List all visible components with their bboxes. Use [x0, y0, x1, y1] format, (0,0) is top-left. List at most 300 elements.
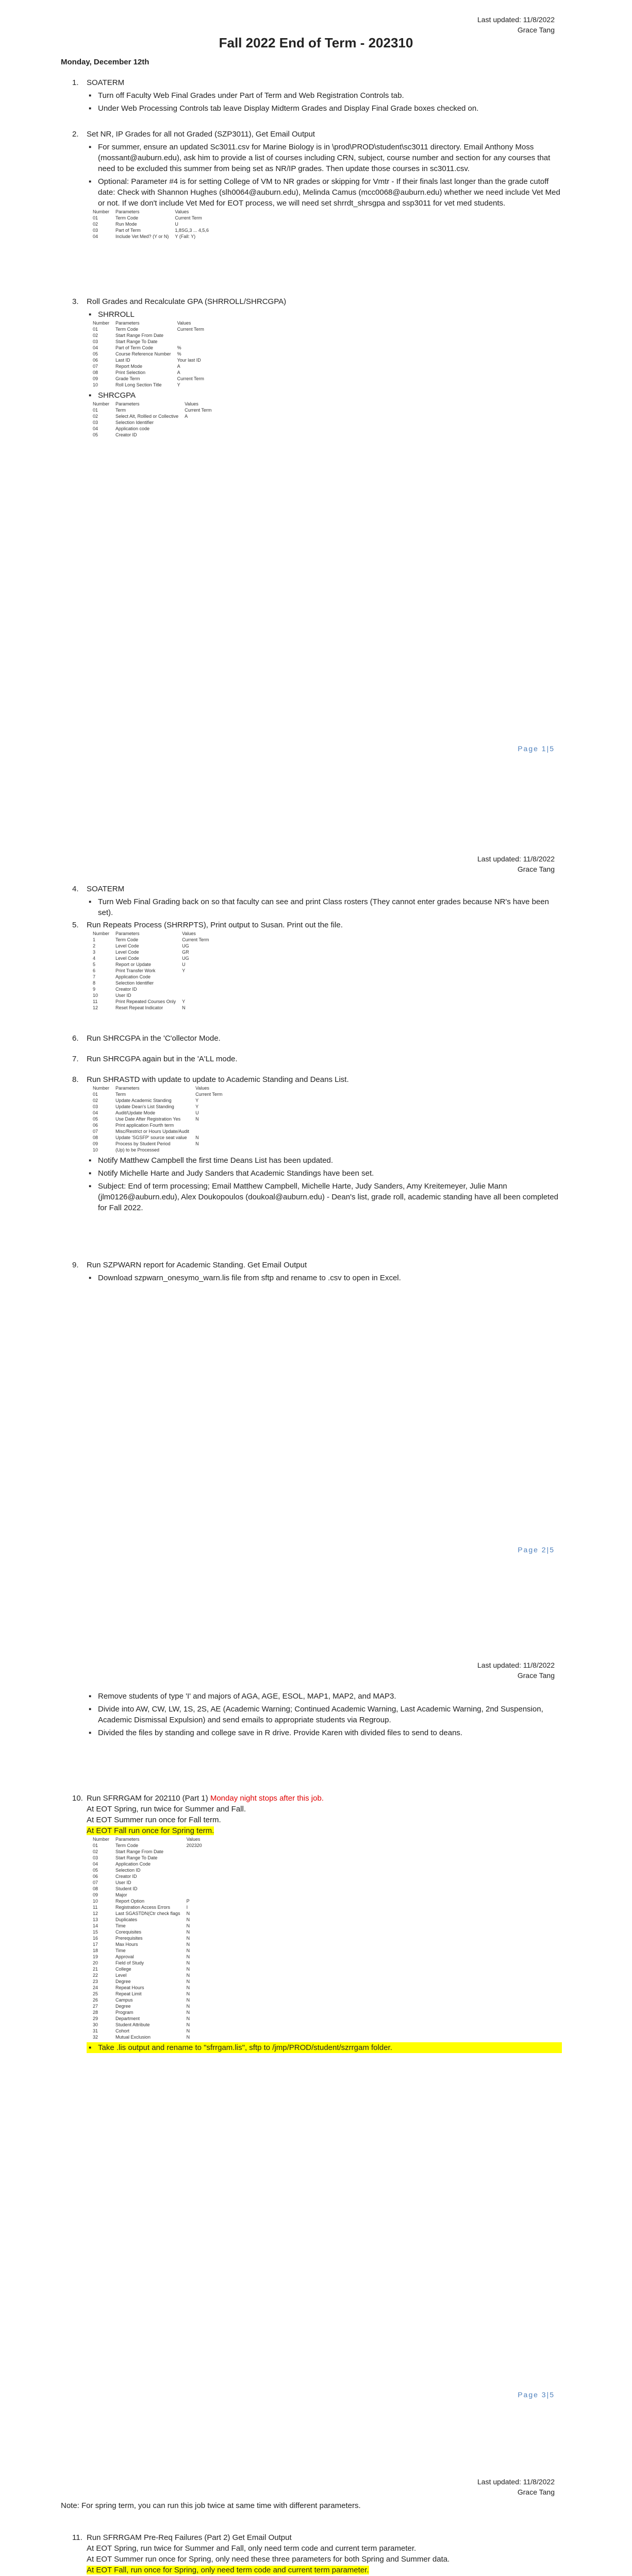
bullet: ▪ Notify Matthew Campbell the first time Deans List has been updated.: [87, 1155, 562, 1166]
p1-section-1: 1. SOATERM ▪ Turn off Faculty Web Final Grades under Part of Term and Web Registration Controls tab. ▪ Under Web Processing Controls tab leave Display Midterm Grades and Display Final Grade boxes checked on.: [72, 77, 562, 114]
table-cell: N: [186, 1979, 190, 1984]
table-row: [93, 2022, 208, 2028]
table-cell: Last SGASTDN(Ctr check flags: [115, 1911, 180, 1916]
table-cell: Field of Study: [115, 1960, 144, 1965]
table-cell: 10: [93, 1147, 98, 1153]
p2-section-9: 9. Run SZPWARN report for Academic Standing. Get Email Output ▪ Download szpwarn_onesymo_warn.lis file from sftp and rename to .csv to open in Excel.: [72, 1260, 562, 1283]
section-title: Roll Grades and Recalculate GPA (SHRROLL/SHRCGPA): [87, 297, 287, 306]
updated-text: Last updated: 11/8/2022: [477, 855, 555, 863]
table-row: [93, 2009, 208, 2015]
table-cell: Report or Update: [115, 962, 152, 967]
table-cell: Start Range To Date: [115, 339, 158, 344]
table-cell: U: [182, 962, 186, 967]
table-cell: 3: [93, 950, 96, 955]
table-cell: Term Code: [115, 327, 139, 332]
table-row: [93, 2034, 208, 2040]
table-row: [93, 943, 215, 949]
table-cell: 30: [93, 2022, 98, 2027]
table-cell: Major: [115, 1892, 127, 1897]
table-row: [93, 1892, 208, 1898]
table-row: [93, 369, 210, 376]
table-cell: GR: [182, 950, 189, 955]
table-cell: 7: [93, 974, 96, 979]
section-title: Run SHRCGPA in the 'C'ollector Mode.: [87, 1034, 221, 1043]
table-cell: Print Selection: [115, 370, 146, 375]
table-cell: 21: [93, 1967, 98, 1972]
table-cell: User ID: [115, 1880, 131, 1885]
table-row: [93, 401, 218, 407]
table-cell: Cohort: [115, 2028, 130, 2033]
table-row: [93, 357, 210, 363]
page-4: [0, 2450, 632, 2576]
table-cell: 03: [93, 228, 98, 233]
table-row: [93, 1147, 228, 1153]
table-cell: [187, 1849, 208, 1855]
table-cell: 6: [93, 968, 96, 973]
table-cell: Course Reference Number: [115, 351, 171, 357]
table-cell: 02: [93, 333, 98, 338]
table-cell: A: [177, 364, 180, 369]
table-cell: 09: [93, 376, 98, 381]
table-row: [93, 332, 210, 338]
table-cell: N: [186, 1991, 190, 1996]
table-row: [93, 209, 215, 215]
table-cell: 1,8SG,3 ... 4,5,6: [175, 228, 209, 233]
table-row: [93, 2015, 208, 2022]
table-cell: 03: [93, 420, 98, 425]
table-row: [93, 1954, 208, 1960]
table-cell: Print application Fourth term: [115, 1123, 174, 1128]
table-cell: 07: [93, 364, 98, 369]
table-row: [93, 338, 210, 345]
table-cell: 24: [93, 1985, 98, 1990]
table-cell: Print Transfer Work: [115, 968, 156, 973]
table-cell: 05: [93, 1116, 98, 1122]
table-cell: 29: [93, 2016, 98, 2021]
page-1: [0, 0, 632, 817]
table-cell: [182, 986, 215, 992]
table-cell: (Up) to be Processed: [115, 1147, 160, 1153]
bullet: ▪ Remove students of type 'I' and majors of AGA, AGE, ESOL, MAP1, MAP2, and MAP3.: [87, 1691, 562, 1702]
table-cell: 32: [93, 2035, 98, 2040]
table-cell: Misc/Restrict or Hours Update/Audit: [115, 1129, 190, 1134]
table-cell: N: [186, 2004, 190, 2009]
p1-section-3: 3. Roll Grades and Recalculate GPA (SHRROLL/SHRCGPA) ▪ SHRROLL Number Parameters Values 01 Term Code Current Term 02 Start Range From Date 03 Start Range To Date 04 Part of Term Code % 05 Course Reference Number % 06 Last ID Your last ID 07 Report Mode A 08 Print Selection A 09 Grade Term Current Term 10 Roll Long Section Title Y ▪ SHRCGPA Number Parameters Values 01 Term Current Term 02 Select Alt, Rollled or Collective A 03 Selection Identifier 04 Application code 05 Creator ID: [72, 296, 562, 438]
table-row: [93, 1904, 208, 1910]
table-cell: Values: [182, 931, 196, 936]
table-row: [93, 1842, 208, 1849]
table-cell: Current Term: [177, 376, 204, 381]
table-cell: 10: [93, 382, 98, 387]
param-table: [93, 209, 562, 240]
p3-bullets: [72, 1689, 562, 1738]
param-table-grid: [93, 930, 215, 1011]
table-cell: [187, 1892, 208, 1898]
table-cell: Part of Term: [115, 228, 141, 233]
table-cell: 02: [93, 1849, 98, 1854]
table-row: [93, 1855, 208, 1861]
section-title: Run SFRRGAM for 202110 (Part 1): [87, 1794, 208, 1803]
table-cell: 01: [93, 215, 98, 221]
table-cell: Start Range From Date: [115, 1849, 164, 1854]
table-cell: N: [186, 1973, 190, 1978]
table-row: [93, 1960, 208, 1966]
table-cell: 12: [93, 1005, 98, 1010]
table-cell: N: [186, 1923, 190, 1928]
page-3: [0, 1633, 632, 2450]
p2-section-6: 6. Run SHRCGPA in the 'C'ollector Mode.: [72, 1034, 221, 1043]
table-cell: Include Vet Med? (Y or N): [115, 234, 169, 239]
table-row: [93, 986, 215, 992]
table-cell: N: [186, 1967, 190, 1972]
table-cell: N: [186, 2022, 190, 2027]
table-row: [93, 974, 215, 980]
table-cell: 03: [93, 339, 98, 344]
table-cell: [187, 1873, 208, 1879]
table-row: [93, 937, 215, 943]
line: At EOT Summer run once for Spring, only need these three parameters for both Spring and Summer data.: [87, 2555, 450, 2564]
param-table-grid: [93, 401, 218, 438]
table-row: [93, 215, 215, 221]
table-cell: Update Dean's List Standing: [115, 1104, 174, 1109]
table-row: [93, 980, 215, 986]
table-cell: N: [186, 1929, 190, 1935]
meta: [477, 2477, 555, 2497]
table-cell: Y: [195, 1098, 199, 1103]
table-cell: Select Alt, Rollled or Collective: [115, 414, 179, 419]
table-cell: Application Code: [115, 1861, 151, 1867]
table-cell: Prerequisites: [115, 1936, 143, 1941]
table-cell: Number: [93, 1837, 110, 1842]
section-title: SOATERM: [87, 78, 125, 87]
table-cell: N: [186, 1942, 190, 1947]
table-cell: Level Code: [115, 956, 139, 961]
table-cell: [185, 426, 218, 432]
table-row: [93, 326, 210, 332]
table-cell: N: [195, 1135, 199, 1140]
meta: [477, 14, 555, 35]
note: Note: For spring term, you can run this job twice at same time with different parameters.: [61, 2501, 361, 2510]
p2-section-8: 8. Run SHRASTD with update to update to Academic Standing and Deans List. Number Parameters Values 01 Term Current Term 02 Update Academic Standing Y 03 Update Dean's List Standing Y 04 Audit/Update Mode U 05 Use Date After Registration Yes N 06 Print application Fourth term 07 Misc/Restrict or Hours Update/Audit 08 Update 'SGSFP' source seat value N 09 Process by Student Period N 10 (Up) to be Processed ▪ Notify Matthew Campbell the first time Deans List has been updated. ▪ Notify Michelle Harte and Judy Sanders that Academic Standings have been set. ▪ Subject: End of term processing; Email Matthew Campbell, Michelle Harte, Judy Sanders, Amy Kreitemeyer, Julie Mann (jlm0126@auburn.edu), Alex Doukopoulos (doukoal@auburn.edu) - Dean's list, grade roll, academic standing have all been completed for Fall 2022.: [72, 1074, 562, 1213]
table-cell: 09: [93, 1892, 98, 1897]
table-cell: 26: [93, 1997, 98, 2003]
table-row: [93, 233, 215, 240]
table-cell: 04: [93, 345, 98, 350]
table-row: [93, 1867, 208, 1873]
table-row: [93, 1134, 228, 1141]
table-cell: N: [182, 1005, 186, 1010]
table-cell: 28: [93, 2010, 98, 2015]
table-cell: [187, 1855, 208, 1861]
table-row: [93, 2003, 208, 2009]
table-cell: 4: [93, 956, 96, 961]
table-row: [93, 413, 218, 419]
table-row: [93, 1886, 208, 1892]
table-cell: Reset Repeat Indicator: [115, 1005, 163, 1010]
table-cell: 25: [93, 1991, 98, 1996]
table-cell: Repeat Hours: [115, 1985, 144, 1990]
table-cell: Term: [115, 1092, 126, 1097]
table-cell: Your last ID: [177, 358, 201, 363]
table-row: [93, 1966, 208, 1972]
table-cell: N: [186, 2010, 190, 2015]
table-row: [93, 1917, 208, 1923]
bullet: ▪ Under Web Processing Controls tab leave Display Midterm Grades and Display Final Grade boxes checked on.: [87, 103, 562, 114]
table-row: [93, 1978, 208, 1985]
bullet: ▪ Divided the files by standing and college save in R drive. Provide Karen with divided files to send to deans.: [87, 1727, 562, 1738]
table-cell: Report Option: [115, 1899, 145, 1904]
table-cell: [185, 419, 218, 426]
table-cell: Term Code: [115, 1843, 139, 1848]
table-cell: 10: [93, 993, 98, 998]
table-row: [93, 1879, 208, 1886]
highlight-line: At EOT Fall, run once for Spring, only need term code and current term parameter.: [87, 2566, 369, 2574]
param-table: [93, 930, 562, 1011]
table-cell: 03: [93, 1104, 98, 1109]
table-cell: Last ID: [115, 358, 130, 363]
table-cell: 11: [93, 1905, 98, 1910]
table-cell: N: [186, 1960, 190, 1965]
param-table-grid: [93, 1085, 228, 1153]
table-cell: Current Term: [185, 408, 212, 413]
table-cell: N: [186, 1985, 190, 1990]
table-cell: 09: [93, 1141, 98, 1146]
param-table-grid: [93, 209, 215, 240]
table-row: [93, 1116, 228, 1122]
table-cell: N: [195, 1116, 199, 1122]
table-cell: N: [195, 1141, 199, 1146]
table-cell: 5: [93, 962, 96, 967]
table-cell: 17: [93, 1942, 98, 1947]
table-cell: N: [186, 1936, 190, 1941]
table-cell: 01: [93, 1092, 98, 1097]
table-cell: Y: [177, 382, 180, 387]
table-cell: 19: [93, 1954, 98, 1959]
line: At EOT Spring, run twice for Summer and Fall, only need term code and current term parameter.: [87, 2544, 417, 2553]
table-row: [93, 419, 218, 426]
table-row: [93, 1972, 208, 1978]
meta: [477, 854, 555, 874]
page-footer: Page 1|5: [518, 744, 555, 753]
table-cell: User ID: [115, 993, 131, 998]
p1-section-2: 2. Set NR, IP Grades for all not Graded (SZP3011), Get Email Output ▪ For summer, ensure an updated Sc3011.csv for Marine Biology is in \prod\PROD\student\sc3011 directory. Email Anthony Moss (mossant@auburn.edu), ask him to provide a list of courses including CRN, subject, course number and section for any courses that need to be excluded this summer from being set as NR/IP grades. Then update those courses in sc3011.csv. ▪ Optional: Parameter #4 is for setting College of VM to NR grades or skipping for Vmtr - If their finals last longer than the grade cutoff date: Check with Shannon Hughes (slh0064@auburn.edu), Melinda Camus (mcc0068@auburn.edu) whether we need include Vet Med or not. If we don't include Vet Med for EOT process, we will need set shrrdt_shrsgpa and ssp3011 for vet med students. Number Parameters Values 01 Term Code Current Term 02 Run Mode U 03 Part of Term 1,8SG,3 ... 4,5,6 04 Include Vet Med? (Y or N) Y (Fall: Y): [72, 129, 562, 240]
table-cell: N: [186, 2016, 190, 2021]
table-row: [93, 1991, 208, 1997]
table-cell: Term Code: [115, 937, 139, 942]
p4-section-11: 11. Run SFRRGAM Pre-Req Failures (Part 2) Get Email Output At EOT Spring, run twice for Summer and Fall, only need term code and current term parameter. At EOT Summer run once for Spring, only need these three parameters for both Spring and Summer data. At EOT Fall, run once for Spring, only need term code and current term parameter.: [72, 2532, 562, 2576]
table-row: [93, 1873, 208, 1879]
table-cell: Creator ID: [115, 987, 137, 992]
table-cell: Level Code: [115, 950, 139, 955]
table-cell: Current Term: [175, 215, 202, 221]
table-cell: [187, 1867, 208, 1873]
table-row: [93, 351, 210, 357]
p2-section-5: 5. Run Repeats Process (SHRRPTS), Print output to Susan. Print out the file. Number Parameters Values 1 Term Code Current Term 2 Level Code UG 3 Level Code GR 4 Level Code UG 5 Report or Update U 6 Print Transfer Work Y 7 Application Code 8 Selection Identifier 9 Creator ID 10 User ID 11 Print Repeated Courses Only Y 12 Reset Repeat Indicator N: [72, 920, 562, 1011]
table-cell: Roll Long Section Title: [115, 382, 162, 387]
table-row: [93, 1910, 208, 1917]
table-cell: 20: [93, 1960, 98, 1965]
table-row: [93, 1929, 208, 1935]
bullet: ▪ SHRROLL: [87, 309, 562, 320]
highlight-line: At EOT Fall run once for Spring term.: [87, 1826, 214, 1835]
author: Grace Tang: [517, 26, 555, 34]
table-cell: Update Academic Standing: [115, 1098, 172, 1103]
table-cell: [177, 332, 210, 338]
table-row: [93, 426, 218, 432]
table-cell: Update 'SGSFP' source seat value: [115, 1135, 187, 1140]
author: Grace Tang: [517, 865, 555, 873]
table-cell: Repeat Limit: [115, 1991, 142, 1996]
bullet: ▪ Optional: Parameter #4 is for setting College of VM to NR grades or skipping for Vmtr - If their finals last longer than the grade cutoff date: Check with Shannon Hughes (slh0064@auburn.edu), Melinda Camus (mcc0068@auburn.edu) whether we need include Vet Med or not. If we don't include Vet Med for EOT process, we will need set shrrdt_shrsgpa and ssp3011 for vet med students.: [87, 176, 562, 209]
bullet: ▪ Turn off Faculty Web Final Grades under Part of Term and Web Registration Controls tab.: [87, 90, 562, 101]
author: Grace Tang: [517, 1671, 555, 1680]
table-cell: 08: [93, 1886, 98, 1891]
table-cell: Parameters: [115, 401, 140, 406]
table-cell: 01: [93, 327, 98, 332]
table-cell: 1: [93, 937, 96, 942]
table-cell: Number: [93, 931, 110, 936]
page-footer: Page 3|5: [518, 2391, 555, 2399]
table-cell: 06: [93, 1874, 98, 1879]
line: At EOT Spring, run twice for Summer and Fall.: [87, 1805, 246, 1814]
p2-section-4: 4. SOATERM ▪ Turn Web Final Grading back on so that faculty can see and print Class rosters (They cannot enter grades because NR's have been set).: [72, 884, 562, 918]
table-cell: Selection ID: [115, 1868, 141, 1873]
table-cell: 15: [93, 1929, 98, 1935]
table-cell: Audit/Update Mode: [115, 1110, 156, 1115]
table-cell: A: [185, 414, 188, 419]
table-cell: Start Range From Date: [115, 333, 164, 338]
table-cell: Degree: [115, 2004, 131, 2009]
table-cell: Number: [93, 1086, 110, 1091]
table-row: [93, 1898, 208, 1904]
table-cell: Values: [185, 401, 198, 406]
table-cell: Current Term: [182, 937, 209, 942]
table-cell: 07: [93, 1880, 98, 1885]
table-cell: Parameters: [115, 320, 140, 326]
section-title: Run SZPWARN report for Academic Standing. Get Email Output: [87, 1261, 307, 1269]
table-cell: Values: [177, 320, 191, 326]
table-row: [93, 382, 210, 388]
table-cell: Values: [195, 1086, 209, 1091]
section-title: SOATERM: [87, 885, 125, 893]
table-cell: Creator ID: [115, 432, 137, 437]
table-row: [93, 1985, 208, 1991]
table-row: [93, 1005, 215, 1011]
table-cell: 02: [93, 222, 98, 227]
table-cell: Process by Student Period: [115, 1141, 171, 1146]
table-cell: Department: [115, 2016, 140, 2021]
table-row: [93, 1141, 228, 1147]
table-cell: Application code: [115, 426, 150, 431]
table-cell: Run Mode: [115, 222, 137, 227]
bullet: ▪ For summer, ensure an updated Sc3011.csv for Marine Biology is in \prod\PROD\student\sc3011 directory. Email Anthony Moss (mossant@auburn.edu), ask him to provide a list of courses including CRN, subject, course number and section for any courses that need to be excluded this summer from being set as NR/IP grades. Then update those courses in sc3011.csv.: [87, 142, 562, 174]
table-cell: [195, 1122, 228, 1128]
table-cell: 12: [93, 1911, 98, 1916]
table-cell: 06: [93, 1123, 98, 1128]
table-cell: 03: [93, 1855, 98, 1860]
table-cell: Report Mode: [115, 364, 143, 369]
table-cell: UG: [182, 943, 189, 948]
table-cell: Program: [115, 2010, 134, 2015]
table-row: [93, 1104, 228, 1110]
table-cell: Application Code: [115, 974, 151, 979]
table-cell: I: [186, 1905, 188, 1910]
table-cell: A: [177, 370, 180, 375]
table-row: [93, 1128, 228, 1134]
bullet: ▪ Notify Michelle Harte and Judy Sanders that Academic Standings have been set.: [87, 1168, 562, 1179]
table-cell: 10: [93, 1899, 98, 1904]
table-cell: Part of Term Code: [115, 345, 153, 350]
table-row: [93, 2028, 208, 2034]
author: Grace Tang: [517, 2488, 555, 2496]
table-cell: 202320: [186, 1843, 202, 1848]
table-cell: U: [195, 1110, 199, 1115]
bullet: ▪ Divide into AW, CW, LW, 1S, 2S, AE (Academic Warning; Continued Academic Warning, Last Academic Warning, 2nd Suspension, Academic Dismissal Expulsion) and send emails to appropriate students via Regroup.: [87, 1704, 562, 1725]
table-cell: Print Repeated Courses Only: [115, 999, 176, 1004]
table-row: [93, 1085, 228, 1091]
table-cell: Time: [115, 1923, 126, 1928]
table-cell: Number: [93, 401, 110, 406]
param-table: [93, 401, 562, 438]
table-row: [93, 1861, 208, 1867]
table-cell: [195, 1128, 228, 1134]
table-cell: Mutual Exclusion: [115, 2035, 151, 2040]
table-cell: Creator ID: [115, 1874, 137, 1879]
table-row: [93, 221, 215, 227]
table-cell: 08: [93, 1135, 98, 1140]
line: At EOT Summer run once for Fall term.: [87, 1816, 221, 1824]
updated-text: Last updated: 11/8/2022: [477, 2478, 555, 2486]
table-row: [93, 363, 210, 369]
table-row: [93, 1836, 208, 1842]
table-cell: Corequisites: [115, 1929, 142, 1935]
table-cell: 14: [93, 1923, 98, 1928]
table-cell: UG: [182, 956, 189, 961]
page-title: Fall 2022 End of Term - 202310: [219, 35, 413, 50]
table-cell: Selection Identifier: [115, 420, 154, 425]
table-cell: %: [177, 351, 181, 357]
table-cell: 05: [93, 351, 98, 357]
table-row: [93, 376, 210, 382]
table-row: [93, 955, 215, 961]
table-cell: 04: [93, 1861, 98, 1867]
updated-text: Last updated: 11/8/2022: [477, 1661, 555, 1669]
table-row: [93, 345, 210, 351]
table-cell: N: [186, 1948, 190, 1953]
table-cell: [182, 974, 215, 980]
table-row: [93, 1941, 208, 1947]
table-cell: Parameters: [115, 209, 140, 214]
table-cell: Campus: [115, 1997, 133, 2003]
table-cell: N: [186, 1954, 190, 1959]
table-row: [93, 1097, 228, 1104]
table-cell: Term: [115, 408, 126, 413]
table-cell: Y: [182, 999, 186, 1004]
table-row: [93, 1935, 208, 1941]
table-cell: Time: [115, 1948, 126, 1953]
bullet: ▪ Take .lis output and rename to "sfrrgam.lis", sftp to /jmp/PROD/student/szrrgam folder.: [87, 2042, 562, 2053]
bullet: ▪ Subject: End of term processing; Email Matthew Campbell, Michelle Harte, Judy Sanders, Amy Kreitemeyer, Julie Mann (jlm0126@auburn.edu), Alex Doukopoulos (doukoal@auburn.edu) - Dean's list, grade roll, academic standing have all been completed for Fall 2022.: [87, 1181, 562, 1213]
table-cell: 07: [93, 1129, 98, 1134]
table-row: [93, 407, 218, 413]
table-cell: 22: [93, 1973, 98, 1978]
table-cell: N: [186, 2028, 190, 2033]
table-cell: 23: [93, 1979, 98, 1984]
table-cell: Number: [93, 209, 110, 214]
table-cell: 05: [93, 1868, 98, 1873]
table-cell: Student Attribute: [115, 2022, 150, 2027]
table-row: [93, 1849, 208, 1855]
